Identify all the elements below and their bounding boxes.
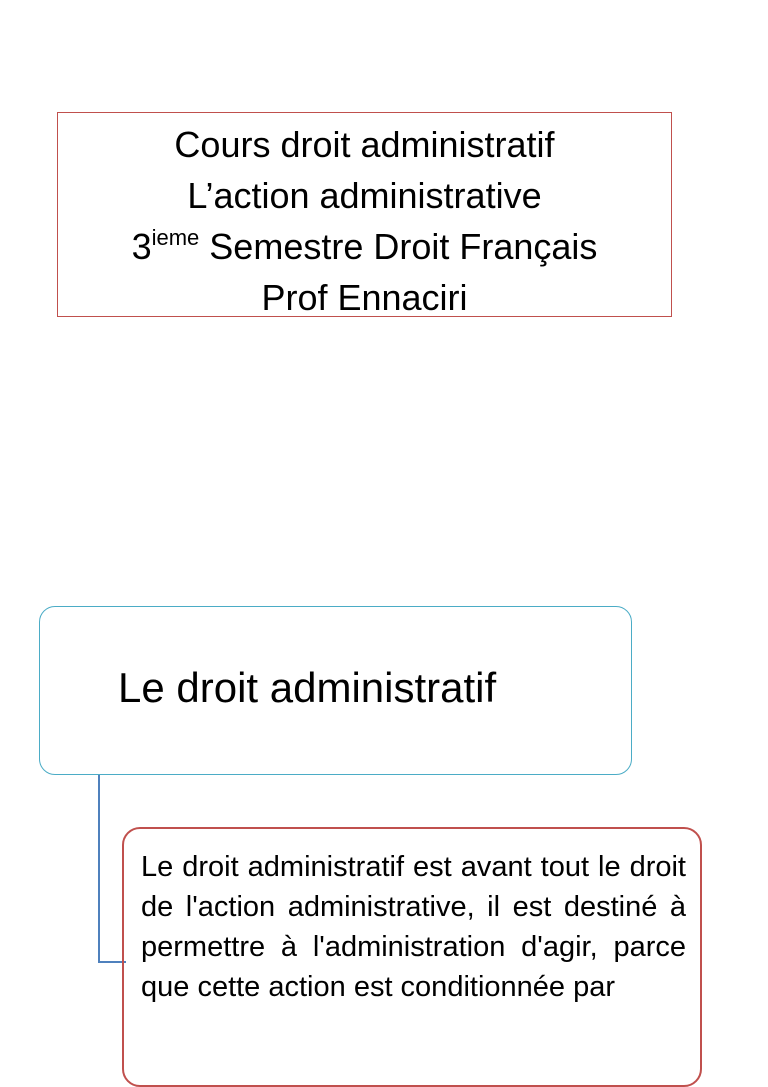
body-box <box>122 827 702 1087</box>
semester-number: 3 <box>131 226 152 267</box>
body-text: Le droit administratif est avant tout le droit de l'action administrative, il est destiné à permettre à l'administration d'agir, parce que cette action est conditionnée par <box>141 851 686 1003</box>
semester-ordinal: ieme <box>151 225 200 250</box>
heading-box <box>39 606 632 775</box>
semester-label: Semestre Droit Français <box>199 226 598 267</box>
heading-text: Le droit administratif <box>118 663 497 711</box>
course-title: Cours droit administratif <box>174 124 555 165</box>
title-box <box>57 112 672 317</box>
semester-line <box>58 221 671 272</box>
professor-name: Prof Ennaciri <box>261 277 468 318</box>
course-subtitle: L’action administrative <box>187 175 542 216</box>
